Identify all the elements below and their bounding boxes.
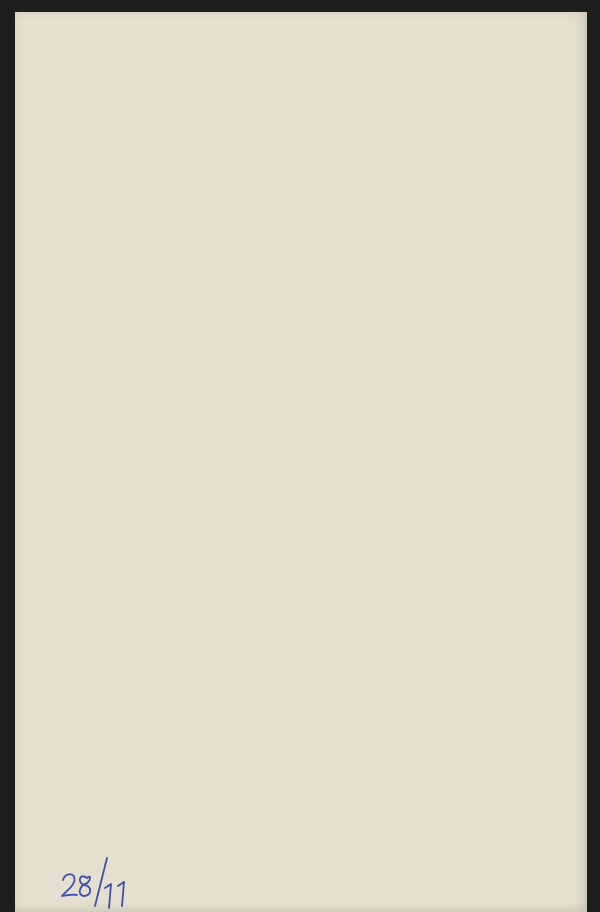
- handwritten-note: [57, 850, 137, 912]
- document-page: [15, 12, 587, 912]
